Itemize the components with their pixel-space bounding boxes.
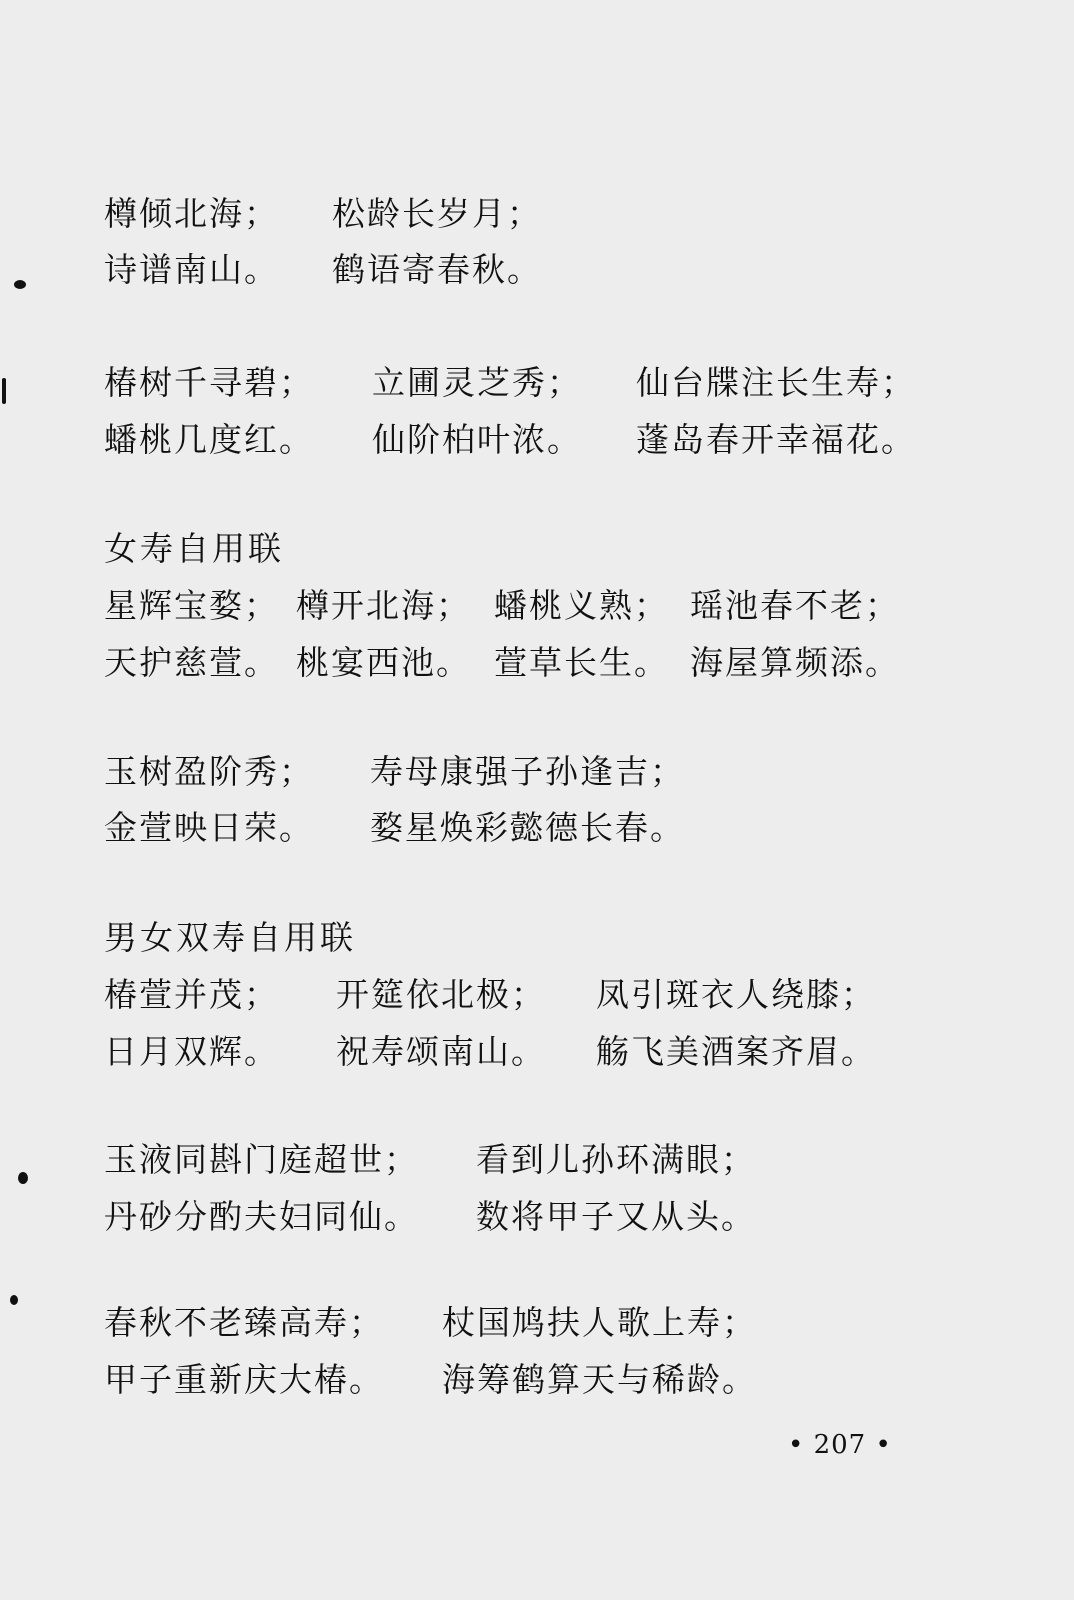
couplet-segment: 寿母康强子孙逢吉； — [370, 752, 685, 791]
couplet-segment: 看到儿孙环满眼； — [476, 1140, 756, 1179]
couplet-segment: 鹤语寄春秋。 — [332, 250, 542, 289]
couplet-segment: 椿萱并茂； — [104, 975, 279, 1014]
couplet-segment: 日月双辉。 — [104, 1032, 279, 1071]
couplet-segment: 蓬岛春开幸福花。 — [636, 420, 916, 459]
section-heading: 女寿自用联 — [104, 529, 284, 568]
couplet-segment: 甲子重新庆大椿。 — [104, 1360, 384, 1399]
couplet-segment: 杖国鸠扶人歌上寿； — [442, 1303, 757, 1342]
couplet-segment: 蟠桃义熟； — [494, 586, 669, 625]
scan-speck — [10, 1295, 18, 1305]
couplet-segment: 松龄长岁月； — [332, 194, 542, 233]
couplet-segment: 开筵依北极； — [336, 975, 546, 1014]
couplet-segment: 诗谱南山。 — [104, 250, 279, 289]
couplet-segment: 丹砂分酌夫妇同仙。 — [104, 1197, 419, 1236]
couplet-segment: 仙阶柏叶浓。 — [372, 420, 582, 459]
couplet-segment: 立圃灵芝秀； — [372, 363, 582, 402]
couplet-segment: 海筹鹤算天与稀龄。 — [442, 1360, 757, 1399]
couplet-segment: 萱草长生。 — [494, 643, 669, 682]
section-heading: 男女双寿自用联 — [104, 918, 356, 957]
couplet-segment: 祝寿颂南山。 — [336, 1032, 546, 1071]
scan-speck — [14, 280, 26, 289]
couplet-segment: 桃宴西池。 — [296, 643, 471, 682]
page-number: • 207 • — [788, 1430, 892, 1460]
couplet-segment: 海屋算频添。 — [690, 643, 900, 682]
couplet-segment: 樽倾北海； — [104, 194, 279, 233]
couplet-segment: 春秋不老臻高寿； — [104, 1303, 384, 1342]
scan-speck — [2, 378, 6, 404]
couplet-segment: 数将甲子又从头。 — [476, 1197, 756, 1236]
couplet-segment: 觞飞美酒案齐眉。 — [596, 1032, 876, 1071]
couplet-segment: 凤引斑衣人绕膝； — [596, 975, 876, 1014]
couplet-segment: 樽开北海； — [296, 586, 471, 625]
couplet-segment: 仙台牒注长生寿； — [636, 363, 916, 402]
couplet-segment: 金萱映日荣。 — [104, 808, 314, 847]
couplet-segment: 椿树千寻碧； — [104, 363, 314, 402]
couplet-segment: 玉树盈阶秀； — [104, 752, 314, 791]
couplet-segment: 玉液同斟门庭超世； — [104, 1140, 419, 1179]
couplet-segment: 婺星焕彩懿德长春。 — [370, 808, 685, 847]
couplet-segment: 瑶池春不老； — [690, 586, 900, 625]
couplet-segment: 星辉宝婺； — [104, 586, 279, 625]
couplet-segment: 天护慈萱。 — [104, 643, 279, 682]
scan-speck — [18, 1172, 28, 1184]
couplet-segment: 蟠桃几度红。 — [104, 420, 314, 459]
